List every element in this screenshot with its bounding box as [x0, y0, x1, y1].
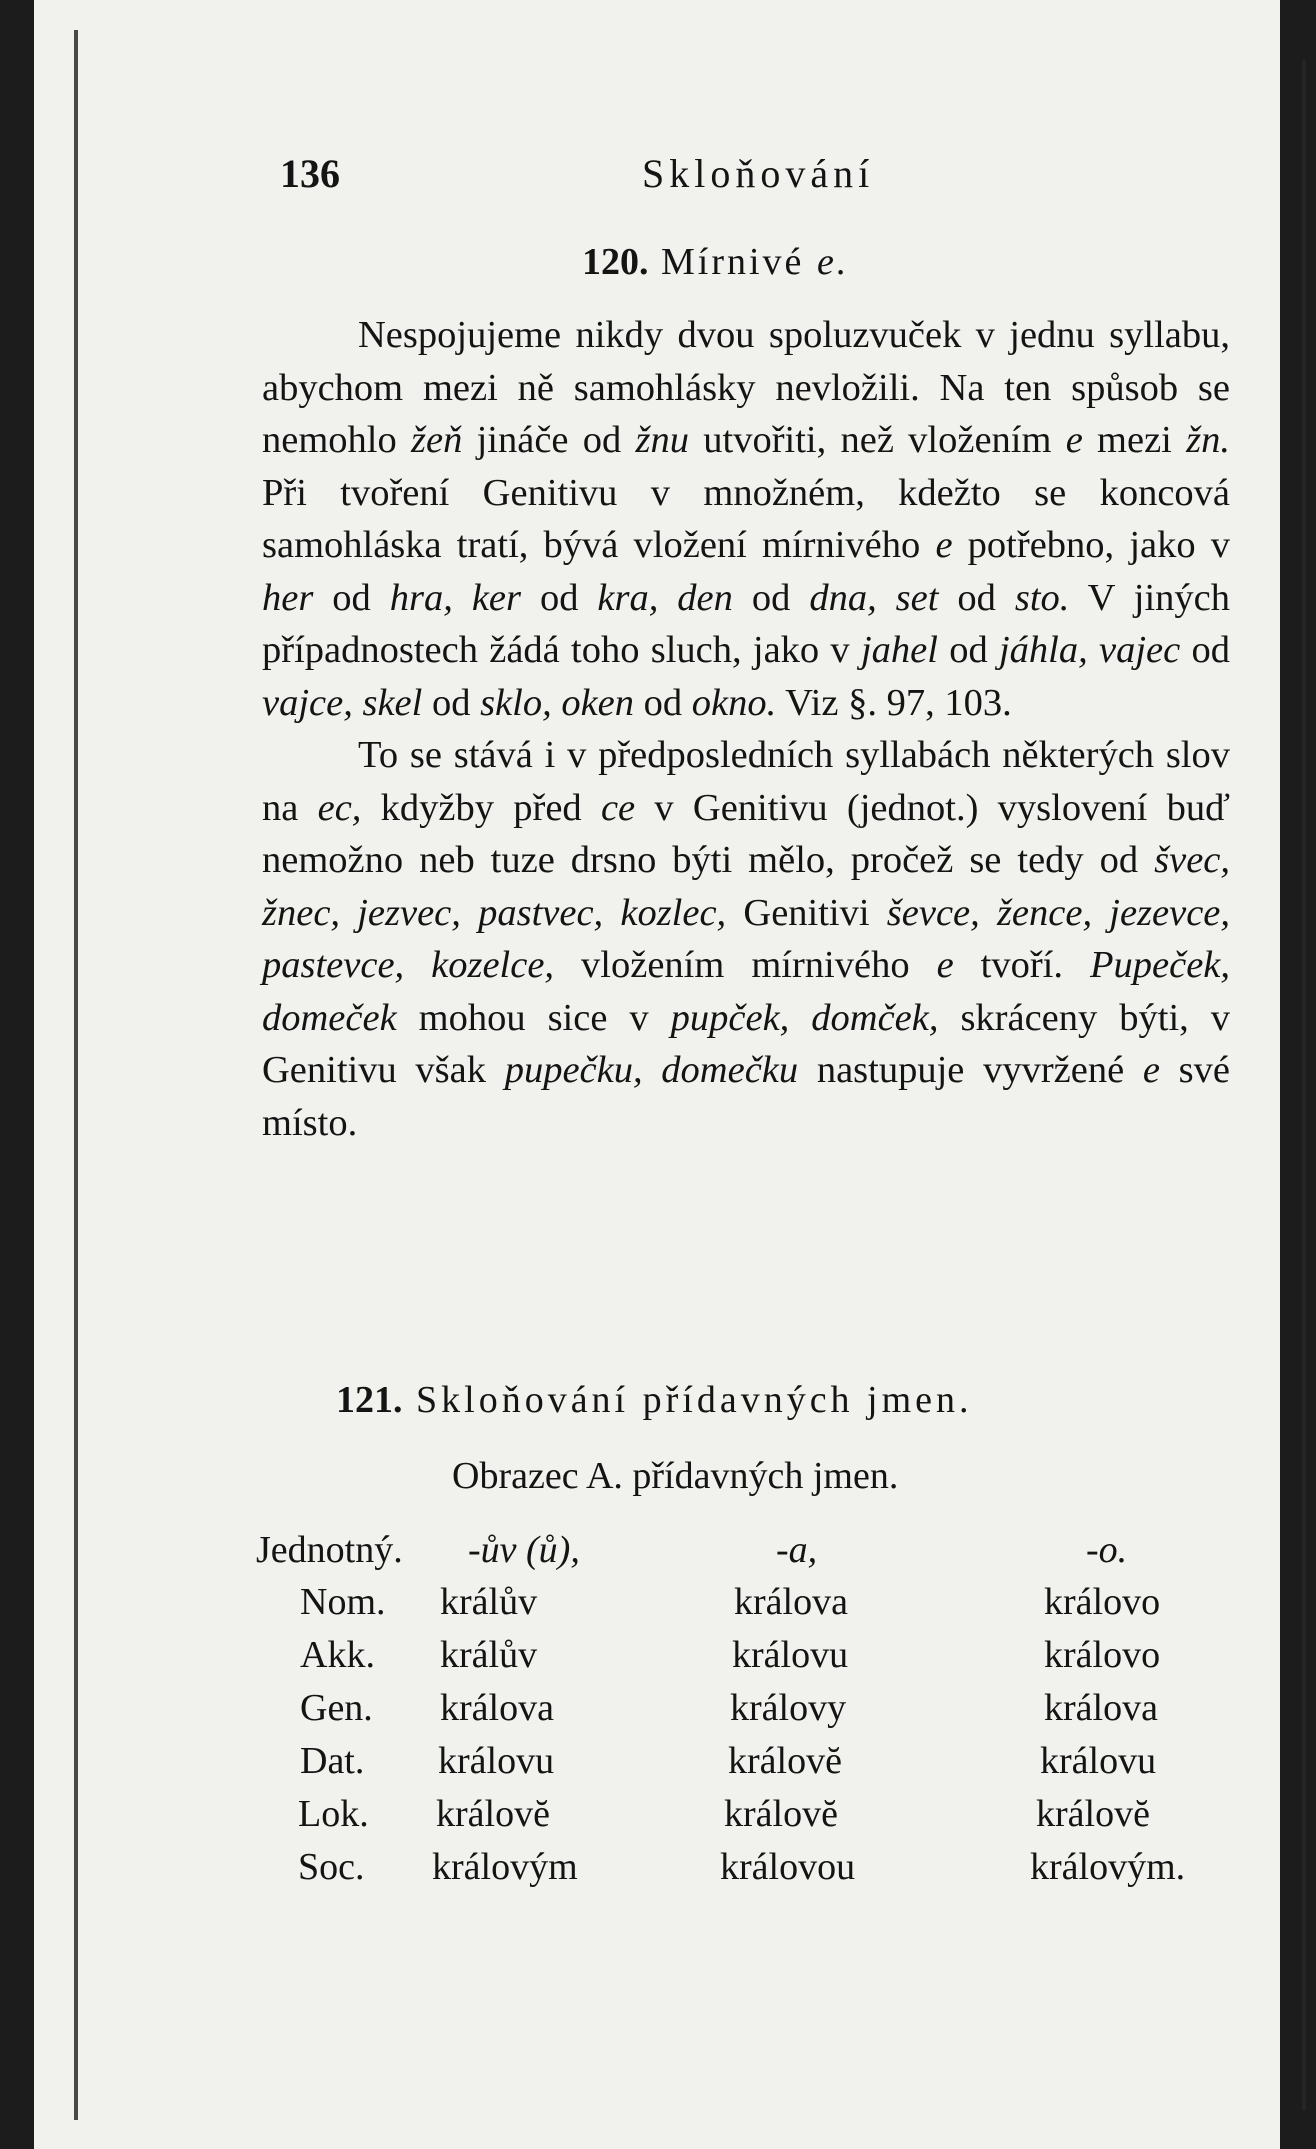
text-run: od [520, 576, 598, 619]
text-run: od [938, 576, 1015, 619]
italic-run: ševce, žence, jezevce, pastevce, kozelce, [262, 891, 1231, 986]
text-run: utvořiti, než vložením [689, 419, 1066, 461]
italic-run: kra, den [597, 576, 733, 619]
page-edge-left [74, 30, 78, 2120]
table-head-neut: -o. [1086, 1529, 1128, 1571]
italic-run: jahel [860, 629, 938, 671]
table-row-fem: královu [732, 1634, 849, 1676]
italic-run: sto. [1014, 576, 1070, 619]
text-run: od [1180, 629, 1231, 671]
table-row-fem: královy [730, 1687, 847, 1729]
table-row-case: Dat. [300, 1740, 365, 1782]
text-run: tvoří. [953, 944, 1090, 986]
table-row-masc: královĕ [436, 1793, 550, 1835]
text-run: vložením mírnivého [554, 944, 937, 986]
text-run: Nespojujeme nikdy dvou spoluzvuček v jednu syllabu, abychom mezi ně samohlásky nevložili. Na ten spůsob se nemohlo [262, 314, 1230, 461]
table-row-case: Gen. [300, 1687, 373, 1729]
italic-run: her [262, 576, 314, 619]
italic-run: dna, set [809, 576, 939, 619]
table-row-fem: králova [734, 1581, 848, 1623]
page-edge-right [1302, 60, 1306, 2110]
text-run: mezi [1082, 419, 1187, 461]
text-run: skráceny býti, v Genitivu však [262, 996, 1230, 1091]
text-run: To se stává i v předposledních syllabách některých slov na [262, 734, 1230, 829]
italic-run: Pupeček, domeček [262, 944, 1230, 1039]
table-row-masc: králův [440, 1634, 538, 1676]
italic-run: e [935, 524, 953, 566]
section-120-number: 120. [582, 241, 649, 283]
table-row-neut: královo [1044, 1581, 1161, 1623]
text-run: v Genitivu (jednot.) vyslovení buď nemožno neb tuze drsno býti mělo, pročež se tedy od [262, 786, 1231, 881]
table-row-fem: královĕ [728, 1740, 842, 1782]
text-run: Při tvoření Genitivu v množném, kdežto se koncová samohláska tratí, bývá vložení mírnivého [262, 471, 1230, 566]
pattern-title: Obrazec A. přídavných jmen. [452, 1455, 899, 1497]
text-run: od [937, 629, 999, 671]
section-121-heading [336, 1378, 973, 1422]
table-head-fem: -a, [776, 1529, 818, 1571]
text-run: nastupuje vyvržené [798, 1049, 1143, 1091]
italic-run: okno. [691, 681, 777, 724]
table-row-neut: králova [1044, 1687, 1158, 1729]
italic-run: jáhla, vajec [998, 629, 1181, 671]
table-row-case: Akk. [300, 1634, 375, 1676]
text-run: jináče od [462, 419, 636, 461]
table-row-case: Lok. [298, 1793, 369, 1835]
text-run: potřebno, jako v [952, 524, 1231, 566]
italic-run: ec, [317, 786, 362, 829]
table-row-neut: královo [1044, 1634, 1161, 1676]
table-row-neut: královým. [1030, 1846, 1186, 1888]
text-run: od [313, 576, 390, 619]
section-120-heading [582, 240, 849, 284]
table-row-fem: královĕ [724, 1793, 838, 1835]
text-run: mohou sice v [396, 996, 671, 1039]
italic-run: pupečku, domečku [504, 1049, 799, 1091]
italic-run: žeň [411, 419, 463, 461]
table-row-masc: králův [440, 1581, 538, 1623]
section-121-title: Skloňování přídavných jmen. [416, 1379, 973, 1421]
italic-run: hra, ker [389, 576, 521, 619]
section-120-title: Mírnivé [661, 241, 805, 283]
section-120-title-letter: e. [816, 241, 850, 283]
table-row-fem: královou [720, 1846, 856, 1888]
table-head-masc: -ův (ů), [468, 1529, 580, 1571]
italic-run: švec, žnec, jezvec, pastvec, kozlec, [262, 839, 1230, 934]
table-row-neut: královu [1040, 1740, 1157, 1782]
italic-run: žnu [635, 419, 689, 461]
italic-run: pupček, domček, [670, 996, 939, 1039]
text-run: od [634, 681, 692, 724]
italic-run: e [1142, 1049, 1160, 1091]
table-row-case: Nom. [300, 1581, 386, 1623]
table-row-masc: králova [440, 1687, 554, 1729]
italic-run: sklo, oken [480, 681, 635, 724]
table-row-masc: královu [438, 1740, 555, 1782]
section-121-number: 121. [336, 1379, 403, 1421]
text-run: V jiných případnostech žádá toho sluch, jako v [262, 576, 1230, 671]
page-number: 136 [280, 151, 340, 196]
text-run: Genitivi [726, 891, 887, 934]
table-row-case: Soc. [298, 1846, 365, 1888]
table-row-neut: královĕ [1036, 1793, 1150, 1835]
text-run: od [732, 576, 810, 619]
italic-run: e [1065, 419, 1083, 461]
section-120-body [262, 309, 1230, 1149]
text-run: své místo. [262, 1049, 1231, 1144]
italic-run: žn. [1186, 419, 1230, 461]
text-run: od [422, 681, 481, 724]
italic-run: e [936, 944, 954, 986]
text-run: Viz §. 97, 103. [776, 681, 1012, 724]
paragraph-1 [262, 309, 1230, 729]
paragraph-2 [262, 729, 1230, 1149]
running-title: Skloňování [642, 151, 875, 196]
italic-run: vajce, skel [262, 681, 423, 724]
text-run: kdyžby před [361, 786, 601, 829]
table-head-label: Jednotný. [256, 1529, 403, 1571]
italic-run: ce [600, 786, 636, 829]
table-row-masc: královým [432, 1846, 578, 1888]
